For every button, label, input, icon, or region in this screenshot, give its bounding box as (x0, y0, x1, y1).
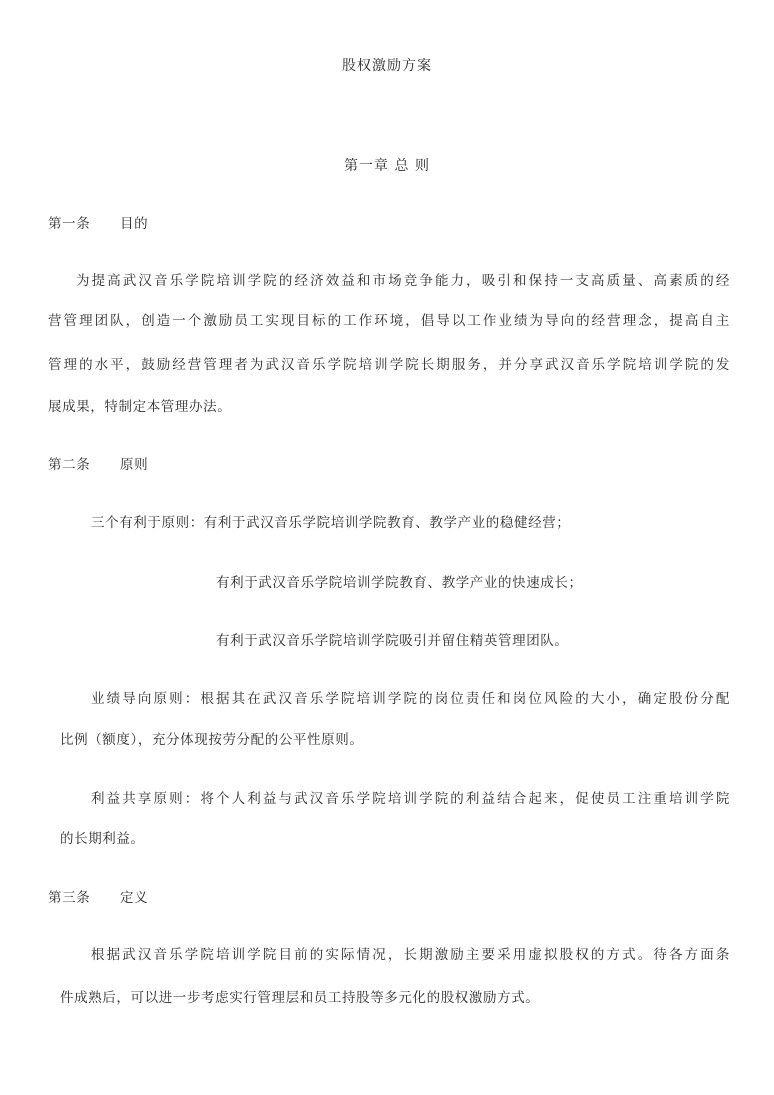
chapter-heading: 第一章 总 则 (344, 158, 430, 174)
article-3-line: 件成熟后，可以进一步考虑实行管理层和员工持股等多元化的股权激励方式。 (60, 990, 540, 1006)
article-3-line: 根据武汉音乐学院培训学院目前的实际情况，长期激励主要采用虚拟股权的方式。待各方面条 (91, 947, 730, 963)
performance-principle-line: 业绩导向原则：根据其在武汉音乐学院培训学院的岗位责任和岗位风险的大小，确定股份分配 (91, 691, 730, 707)
principle-line: 有利于武汉音乐学院培训学院教育、教学产业的快速成长； (216, 575, 583, 591)
article-2-number: 第二条 (48, 457, 91, 473)
article-3-number: 第三条 (48, 890, 91, 906)
article-1-line: 为提高武汉音乐学院培训学院的经济效益和市场竞争能力，吸引和保持一支高质量、高素质的经 (76, 273, 730, 289)
principle-line: 三个有利于原则：有利于武汉音乐学院培训学院教育、教学产业的稳健经营； (91, 515, 571, 531)
article-1-line: 营管理团队，创造一个激励员工实现目标的工作环境，倡导以工作业绩为导向的经营理念，提高自主 (48, 313, 730, 329)
article-2-name: 原则 (120, 457, 149, 473)
document-title: 股权激励方案 (342, 58, 432, 74)
performance-principle-line: 比例（额度），充分体现按劳分配的公平性原则。 (60, 732, 364, 748)
article-3-name: 定义 (120, 890, 149, 906)
article-1-line: 管理的水平，鼓励经营管理者为武汉音乐学院培训学院长期服务，并分享武汉音乐学院培训学院的发 (48, 357, 730, 373)
sharing-principle-line: 的长期利益。 (60, 831, 145, 847)
article-1-name: 目的 (120, 216, 149, 232)
article-1-number: 第一条 (48, 216, 91, 232)
principle-line: 有利于武汉音乐学院培训学院吸引并留住精英管理团队。 (216, 633, 569, 649)
sharing-principle-line: 利益共享原则：将个人利益与武汉音乐学院培训学院的利益结合起来，促使员工注重培训学院 (91, 791, 730, 807)
article-1-line: 展成果，特制定本管理办法。 (48, 399, 232, 415)
